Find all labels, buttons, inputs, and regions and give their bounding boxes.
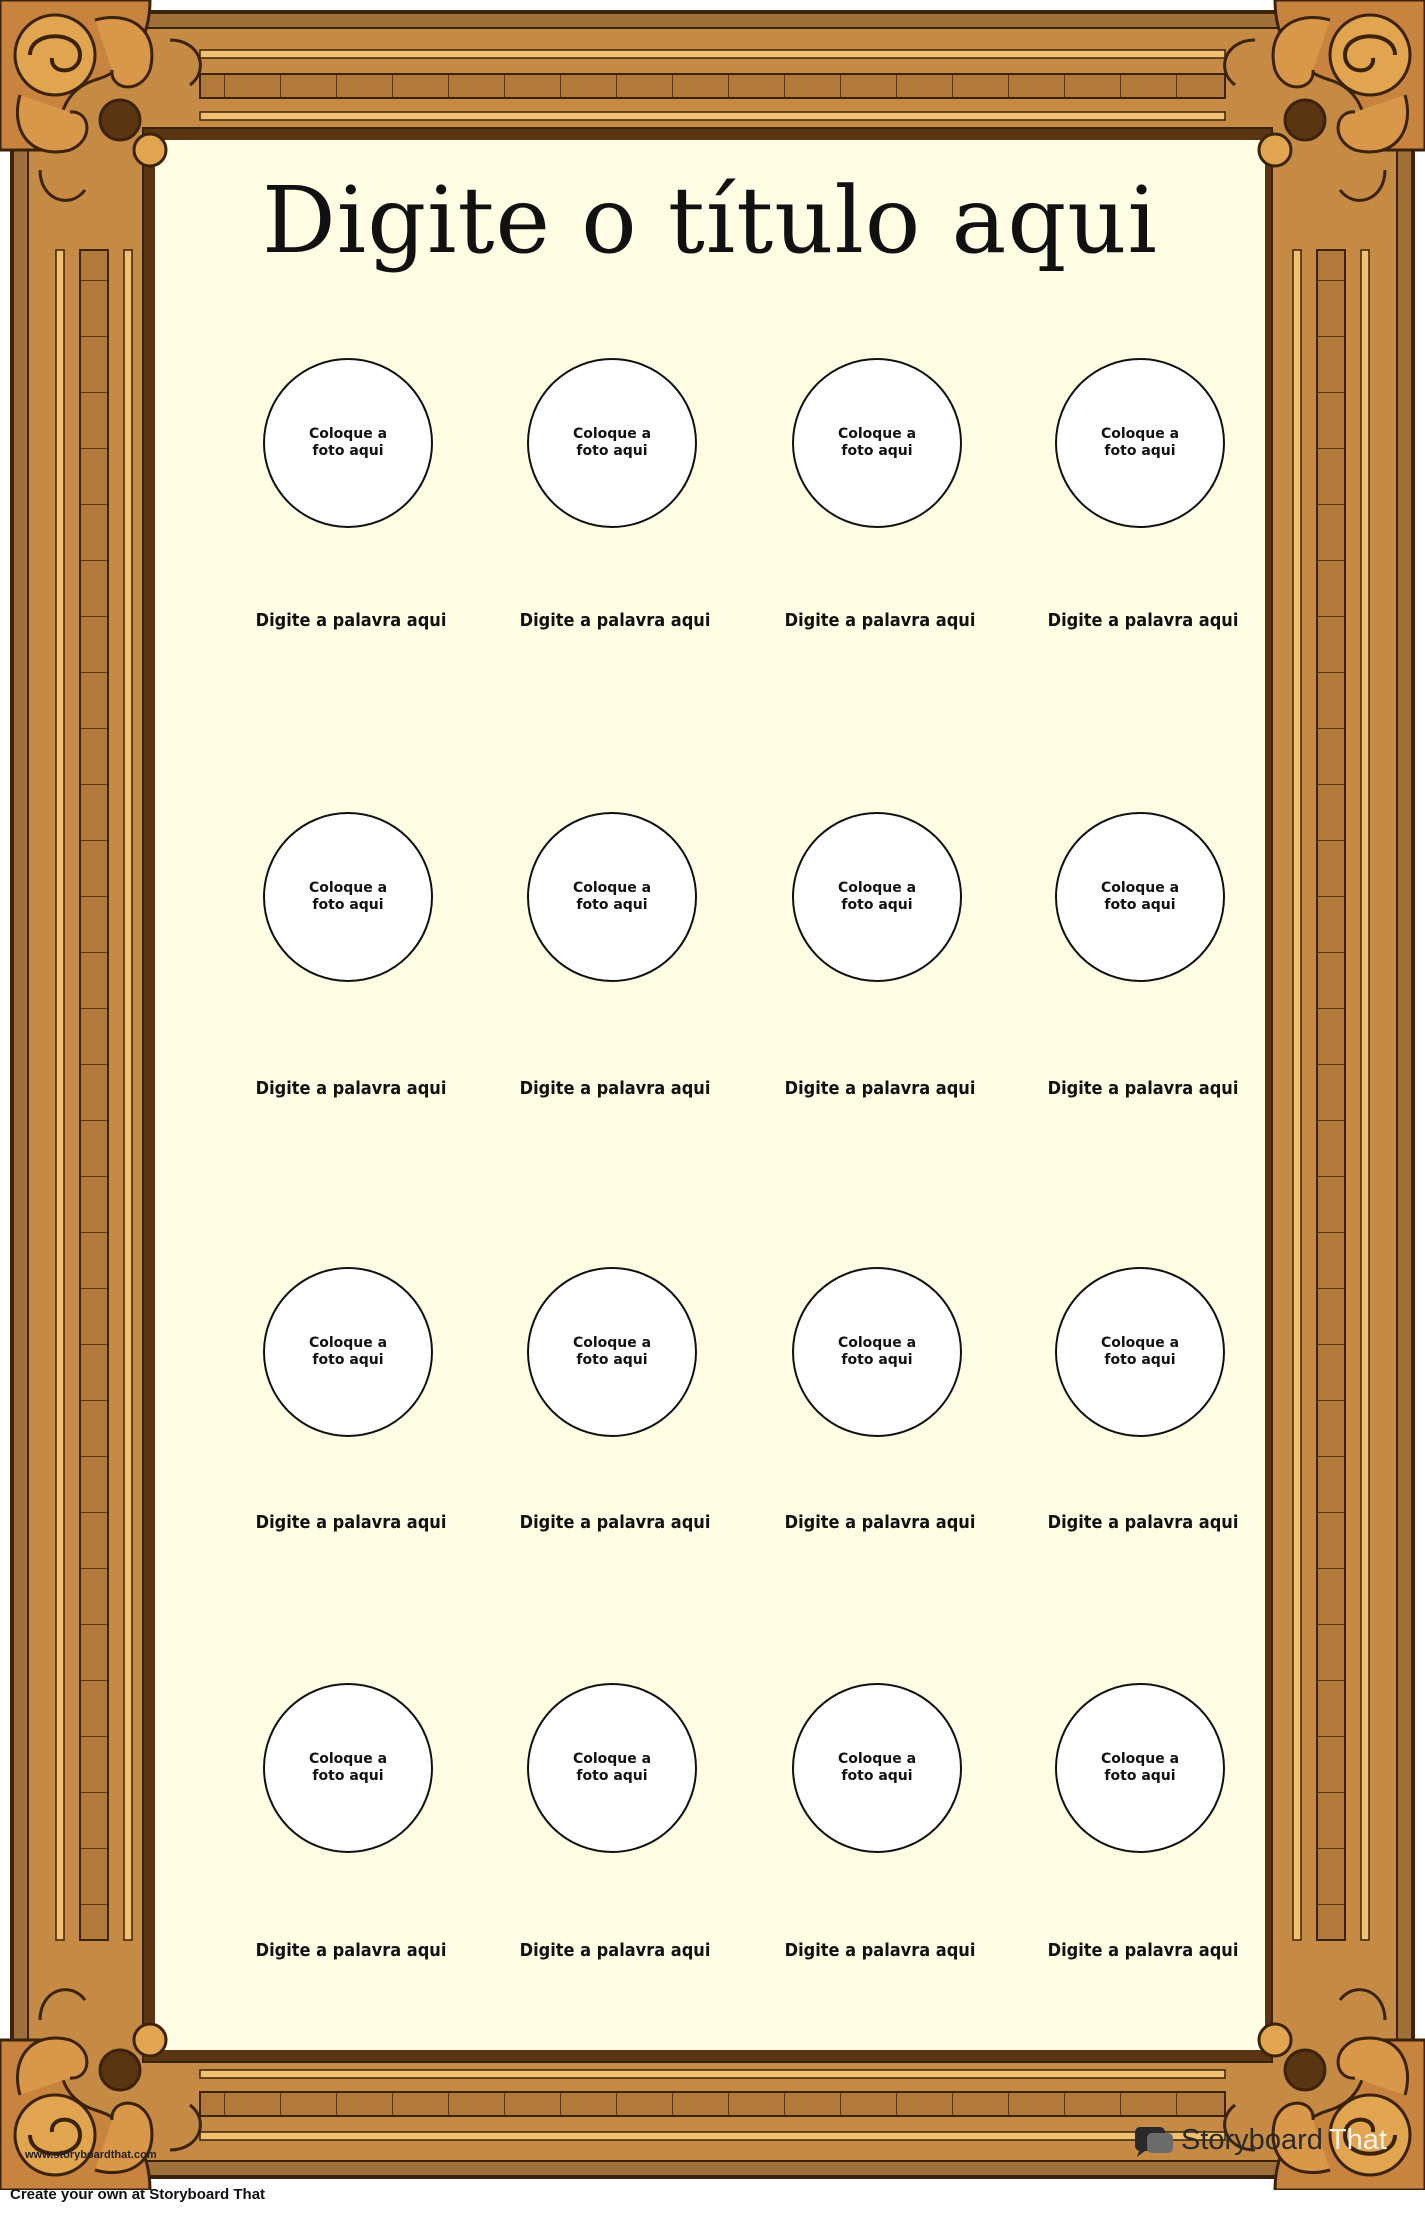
word-placeholder[interactable]: Digite a palavra aqui xyxy=(784,1512,976,1533)
photo-placeholder[interactable]: Coloque a foto aqui xyxy=(1055,812,1225,982)
word-placeholder[interactable]: Digite a palavra aqui xyxy=(784,610,976,631)
word-placeholder[interactable]: Digite a palavra aqui xyxy=(519,1512,711,1533)
footer-credit[interactable]: Create your own at Storyboard That xyxy=(10,2186,266,2203)
word-placeholder[interactable]: Digite a palavra aqui xyxy=(519,1078,711,1099)
photo-placeholder[interactable]: Coloque a foto aqui xyxy=(1055,1683,1225,1853)
photo-placeholder[interactable]: Coloque a foto aqui xyxy=(527,1683,697,1853)
brand-that-text: That xyxy=(1328,2123,1387,2156)
photo-placeholder[interactable]: Coloque a foto aqui xyxy=(527,812,697,982)
poster-board xyxy=(155,140,1265,2050)
word-placeholder[interactable]: Digite a palavra aqui xyxy=(519,610,711,631)
word-placeholder[interactable]: Digite a palavra aqui xyxy=(1047,610,1239,631)
word-placeholder[interactable]: Digite a palavra aqui xyxy=(255,1940,447,1961)
word-placeholder[interactable]: Digite a palavra aqui xyxy=(1047,1078,1239,1099)
poster-title[interactable]: Digite o título aqui xyxy=(262,167,1158,274)
photo-placeholder[interactable]: Coloque a foto aqui xyxy=(263,812,433,982)
photo-placeholder[interactable]: Coloque a foto aqui xyxy=(792,1683,962,1853)
word-placeholder[interactable]: Digite a palavra aqui xyxy=(784,1078,976,1099)
photo-placeholder[interactable]: Coloque a foto aqui xyxy=(792,1267,962,1437)
storyboard-that-logo xyxy=(1133,2122,1387,2158)
photo-placeholder[interactable]: Coloque a foto aqui xyxy=(792,812,962,982)
brand-story-text: Storyboard xyxy=(1181,2123,1323,2156)
photo-placeholder[interactable]: Coloque a foto aqui xyxy=(263,1683,433,1853)
photo-placeholder[interactable]: Coloque a foto aqui xyxy=(263,1267,433,1437)
word-placeholder[interactable]: Digite a palavra aqui xyxy=(255,610,447,631)
word-placeholder[interactable]: Digite a palavra aqui xyxy=(255,1078,447,1099)
storyboard-logo-icon xyxy=(1133,2123,1175,2157)
photo-placeholder[interactable]: Coloque a foto aqui xyxy=(1055,358,1225,528)
photo-placeholder[interactable]: Coloque a foto aqui xyxy=(527,1267,697,1437)
watermark-url: www.storyboardthat.com xyxy=(25,2149,157,2161)
photo-placeholder[interactable]: Coloque a foto aqui xyxy=(1055,1267,1225,1437)
word-placeholder[interactable]: Digite a palavra aqui xyxy=(784,1940,976,1961)
word-placeholder[interactable]: Digite a palavra aqui xyxy=(1047,1940,1239,1961)
word-placeholder[interactable]: Digite a palavra aqui xyxy=(255,1512,447,1533)
photo-placeholder[interactable]: Coloque a foto aqui xyxy=(527,358,697,528)
word-placeholder[interactable]: Digite a palavra aqui xyxy=(1047,1512,1239,1533)
photo-placeholder[interactable]: Coloque a foto aqui xyxy=(792,358,962,528)
photo-word-grid xyxy=(155,140,1265,2050)
photo-placeholder[interactable]: Coloque a foto aqui xyxy=(263,358,433,528)
word-placeholder[interactable]: Digite a palavra aqui xyxy=(519,1940,711,1961)
